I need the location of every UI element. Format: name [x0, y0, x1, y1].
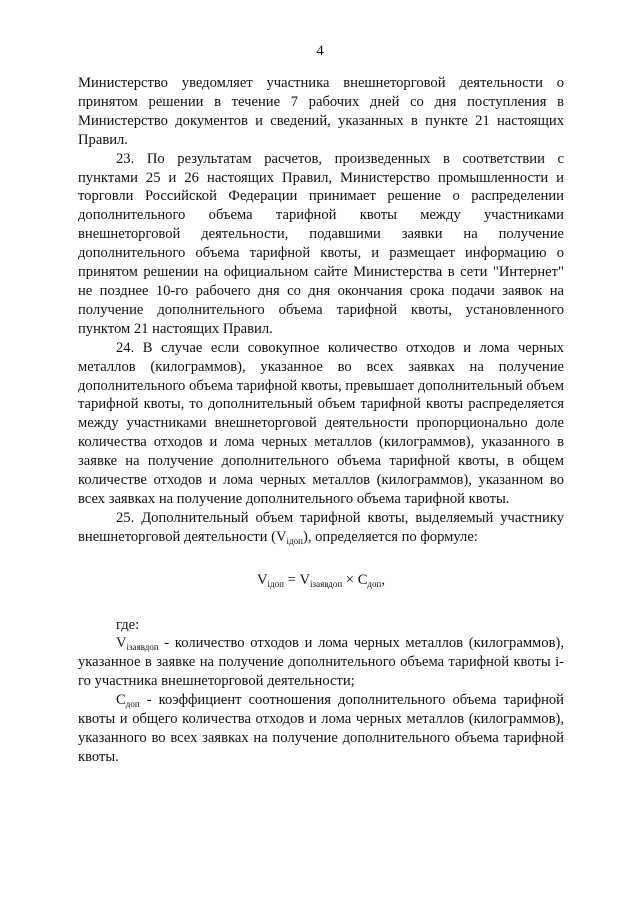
- formula-vzayav-symbol: V: [299, 571, 311, 588]
- formula: [78, 571, 564, 590]
- definition-c-subscript: доп: [125, 699, 140, 710]
- formula-equals: =: [283, 571, 300, 588]
- definition-vzayav-text: - количество отходов и лома черных металлов (килограммов), указанное в заявке на получение дополнительного объема тарифной квоты i-го участника внешнеторговой деятельности;: [78, 635, 564, 690]
- definition-c-text: - коэффициент соотношения дополнительного объема тарифной квоты и общего количества отходов и лома черных металлов (килограммов), указанного во всех заявках на получение дополнительного объема тарифной квоты.: [78, 692, 564, 765]
- paragraph-25: [78, 509, 564, 547]
- definition-vzayav-subscript: iзаявдоп: [126, 642, 159, 653]
- paragraph-23: 23. По результатам расчетов, произведенных в соответствии с пунктами 25 и 26 настоящих Правил, Министерство промышленности и торговли Российской Федерации принимает решение о распределении дополнительного объема тарифной квоты между участниками внешнеторговой деятельности, подавшими заявки на получение дополнительного объема тарифной квоты, и размещает информацию о принятом решении на официальном сайте Министерства в сети "Интернет" не позднее 10-го рабочего дня со дня окончания срока подачи заявок на получение дополнительного объема тарифной квоты, установленного пунктом 21 настоящих Правил.: [78, 150, 564, 337]
- formula-v-symbol: V: [257, 571, 268, 588]
- formula-v-subscript: iдоп: [267, 578, 284, 589]
- definition-c: [78, 691, 564, 767]
- formula-c-symbol: C: [357, 571, 368, 588]
- paragraph-25-text-before: 25. Дополнительный объем тарифной квоты, выделяемый участнику внешнеторговой деятельности (V: [78, 509, 564, 545]
- formula-vzayav-subscript: iзаявдоп: [310, 578, 343, 589]
- definition-vzayav: [78, 634, 564, 691]
- where-label: где:: [116, 616, 140, 633]
- document-body: [78, 74, 564, 767]
- page-number: 4: [316, 43, 324, 59]
- paragraph-25-text-after: ), определяется по формуле:: [302, 528, 478, 545]
- paragraph-25-subscript: iдоп: [286, 535, 303, 546]
- formula-times: ×: [342, 571, 358, 588]
- formula-c-subscript: доп: [367, 578, 382, 589]
- paragraph-intro: Министерство уведомляет участника внешнеторговой деятельности о принятом решении в течение 7 рабочих дней со дня поступления в Министерство документов и сведений, указанных в пункте 21 настоящих Правил.: [78, 75, 564, 148]
- definition-c-symbol: C: [116, 692, 126, 709]
- definition-vzayav-symbol: V: [116, 635, 127, 652]
- paragraph-24: 24. В случае если совокупное количество отходов и лома черных металлов (килограммов), указанное во всех заявках на получение дополнительного объема тарифной квоты, превышает дополнительный объем тарифной квоты, то дополнительный объем тарифной квоты распределяется между участниками внешнеторговой деятельности пропорционально доле количества отходов и лома черных металлов (килограммов), указанного в заявке на получение дополнительного объема тарифной квоты, в общем количестве отходов и лома черных металлов (килограммов), указанном во всех заявках на получение дополнительного объема тарифной квоты.: [78, 339, 564, 507]
- formula-comma: ,: [381, 571, 385, 588]
